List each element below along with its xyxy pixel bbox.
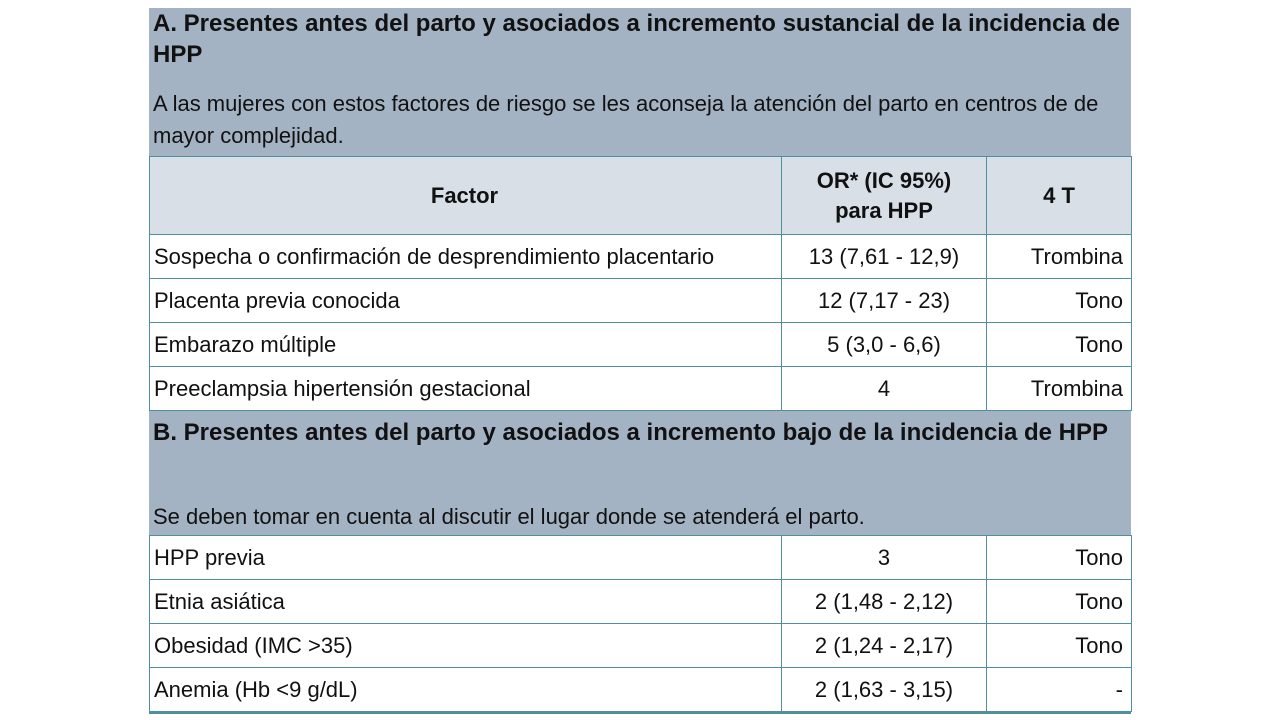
row-factor: Etnia asiática (150, 580, 782, 624)
row-factor: HPP previa (150, 536, 782, 580)
column-header-or (782, 157, 987, 235)
row-4t: Tono (987, 536, 1132, 580)
row-or: 2 (1,48 - 2,12) (782, 580, 987, 624)
table-bottom-border (149, 712, 1131, 714)
section-a-note: A las mujeres con estos factores de riesgo se les aconseja la atención del parto en centros de de mayor complejidad. (153, 91, 1099, 148)
row-or: 4 (782, 367, 987, 411)
section-a-header (149, 8, 1131, 156)
table-row (150, 624, 1132, 668)
table-row (150, 580, 1132, 624)
row-4t: Tono (987, 580, 1132, 624)
row-or: 2 (1,63 - 3,15) (782, 668, 987, 712)
section-a-table (149, 156, 1132, 411)
table-row (150, 536, 1132, 580)
section-b-header (149, 411, 1131, 535)
row-or: 2 (1,24 - 2,17) (782, 624, 987, 668)
table-header-row (150, 157, 1132, 235)
row-4t: Tono (987, 624, 1132, 668)
table-row (150, 367, 1132, 411)
column-header-factor: Factor (150, 157, 782, 235)
section-b-title: B. Presentes antes del parto y asociados a incremento bajo de la incidencia de HPP (153, 419, 1108, 446)
row-4t: Trombina (987, 235, 1132, 279)
row-factor: Obesidad (IMC >35) (150, 624, 782, 668)
row-factor: Sospecha o confirmación de desprendimiento placentario (150, 235, 782, 279)
table-row (150, 323, 1132, 367)
row-4t: Trombina (987, 367, 1132, 411)
table-row (150, 235, 1132, 279)
table-row (150, 279, 1132, 323)
column-header-4t: 4 T (987, 157, 1132, 235)
row-4t: - (987, 668, 1132, 712)
row-or: 13 (7,61 - 12,9) (782, 235, 987, 279)
section-a-title: A. Presentes antes del parto y asociados a incremento sustancial de la incidencia de HPP (153, 10, 1121, 68)
section-b-table (149, 535, 1132, 712)
column-header-or-line2: para HPP (835, 197, 933, 223)
row-factor: Preeclampsia hipertensión gestacional (150, 367, 782, 411)
row-factor: Anemia (Hb <9 g/dL) (150, 668, 782, 712)
row-or: 5 (3,0 - 6,6) (782, 323, 987, 367)
table-row (150, 668, 1132, 712)
row-or: 12 (7,17 - 23) (782, 279, 987, 323)
row-factor: Placenta previa conocida (150, 279, 782, 323)
risk-factor-table (149, 8, 1131, 714)
row-4t: Tono (987, 323, 1132, 367)
section-b-note: Se deben tomar en cuenta al discutir el lugar donde se atenderá el parto. (153, 504, 865, 529)
row-4t: Tono (987, 279, 1132, 323)
column-header-or-line1: OR* (IC 95%) (816, 167, 952, 193)
row-factor: Embarazo múltiple (150, 323, 782, 367)
row-or: 3 (782, 536, 987, 580)
